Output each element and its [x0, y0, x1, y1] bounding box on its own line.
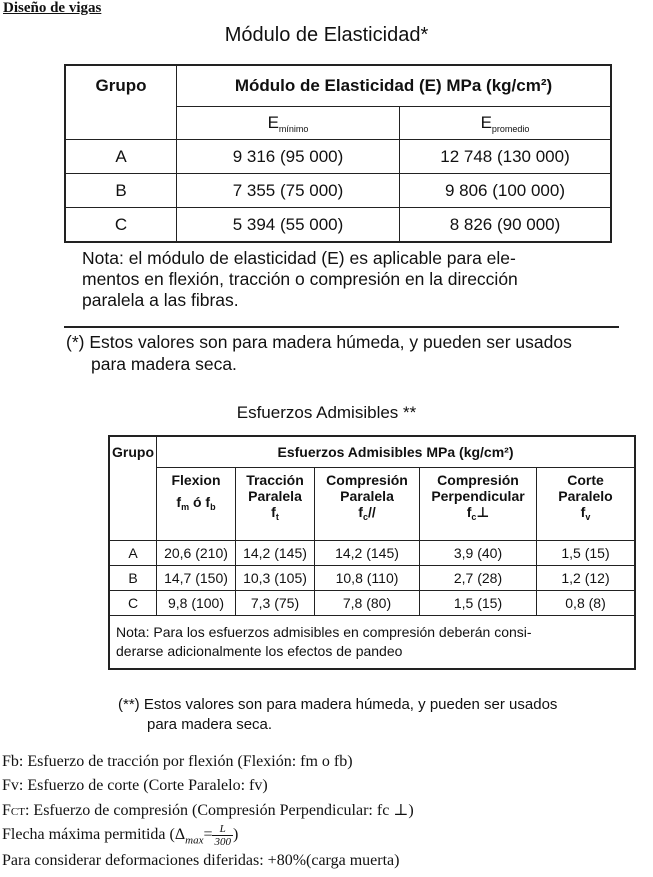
group-cell: B: [109, 566, 157, 591]
definition-flecha: Flecha máxima permitida ($\Delta_{max}=$ $\frac{L}{300}$ ): [2, 823, 239, 848]
table-row: [65, 140, 611, 174]
value-cell: 9,8 (100): [157, 591, 236, 616]
elasticity-note: Nota: el módulo de elasticidad (E) es aplicable para ele- mentos en flexión, tracción o compresión en la dirección paralela a las fibras.: [82, 248, 518, 310]
stress-table: [108, 435, 636, 670]
value-cell: 0,8 (8): [537, 591, 636, 616]
value-cell: 10,3 (105): [236, 566, 315, 591]
group-cell: C: [65, 208, 177, 243]
table-row: [109, 566, 635, 591]
value-cell: 9 806 (100 000): [400, 174, 612, 208]
stress-header-main: Esfuerzos Admisibles MPa (kg/cm²): [157, 436, 636, 468]
stress-table-title: Esfuerzos Admisibles **: [236, 403, 417, 422]
elasticity-footnote: (*) Estos valores son para madera húmeda, y pueden ser usados para madera seca.: [66, 332, 572, 374]
definition-fb: Fb: Esfuerzo de tracción por flexión (Flexión: fm o fb): [2, 753, 353, 770]
definition-fv: Fv: Esfuerzo de corte (Corte Paralelo: fv): [2, 777, 268, 794]
stress-col-compresion-perpendicular: Compresión Perpendicular $f_c\perp$: [420, 468, 537, 541]
group-cell: A: [109, 541, 157, 566]
stress-col-corte: Corte Paralelo $f_v$: [537, 468, 636, 541]
divider: [64, 326, 619, 328]
stress-footnote: (**) Estos valores son para madera húmeda, y pueden ser usados para madera seca.: [118, 696, 558, 733]
stress-col-traccion: Tracción Paralela $f_t$: [236, 468, 315, 541]
value-cell: 14,7 (150): [157, 566, 236, 591]
definition-fct: FCT: Esfuerzo de compresión (Compresión Perpendicular: fc ⊥): [2, 802, 414, 819]
group-cell: C: [109, 591, 157, 616]
stress-col-compresion-paralela: Compresión Paralela $f_c//$: [315, 468, 420, 541]
elasticity-header-main: Módulo de Elasticidad (E) MPa (kg/cm²): [177, 65, 612, 107]
value-cell: 3,9 (40): [420, 541, 537, 566]
value-cell: 12 748 (130 000): [400, 140, 612, 174]
elasticity-table-title: Módulo de Elasticidad*: [224, 24, 429, 46]
value-cell: 20,6 (210): [157, 541, 236, 566]
value-cell: 7,8 (80): [315, 591, 420, 616]
value-cell: 2,7 (28): [420, 566, 537, 591]
table-row: [109, 591, 635, 616]
value-cell: 14,2 (145): [236, 541, 315, 566]
table-row: [65, 208, 611, 243]
value-cell: 7 355 (75 000): [177, 174, 400, 208]
group-cell: A: [65, 140, 177, 174]
stress-col-flexion: Flexion $f_m$ ó $f_b$: [157, 468, 236, 541]
stress-header-group: Grupo: [109, 436, 157, 541]
elasticity-header-avg: $E_{promedio}$: [400, 107, 612, 140]
elasticity-header-group: Grupo: [65, 65, 177, 140]
definition-diferidas: Para considerar deformaciones diferidas: +80%(carga muerta): [2, 852, 400, 869]
page-title: Diseño de vigas: [3, 0, 102, 16]
elasticity-table: [64, 64, 612, 243]
elasticity-header-min: $E_{mínimo}$: [177, 107, 400, 140]
group-cell: B: [65, 174, 177, 208]
stress-note: Nota: Para los esfuerzos admisibles en compresión deberán consi- derarse adicionalmente los efectos de pandeo: [109, 616, 635, 670]
fraction: $\frac{L}{300}$: [214, 823, 231, 848]
table-row: [109, 541, 635, 566]
value-cell: 1,5 (15): [420, 591, 537, 616]
value-cell: 9 316 (95 000): [177, 140, 400, 174]
table-row: [65, 174, 611, 208]
value-cell: 7,3 (75): [236, 591, 315, 616]
value-cell: 1,5 (15): [537, 541, 636, 566]
value-cell: 10,8 (110): [315, 566, 420, 591]
value-cell: 14,2 (145): [315, 541, 420, 566]
value-cell: 1,2 (12): [537, 566, 636, 591]
value-cell: 8 826 (90 000): [400, 208, 612, 243]
value-cell: 5 394 (55 000): [177, 208, 400, 243]
